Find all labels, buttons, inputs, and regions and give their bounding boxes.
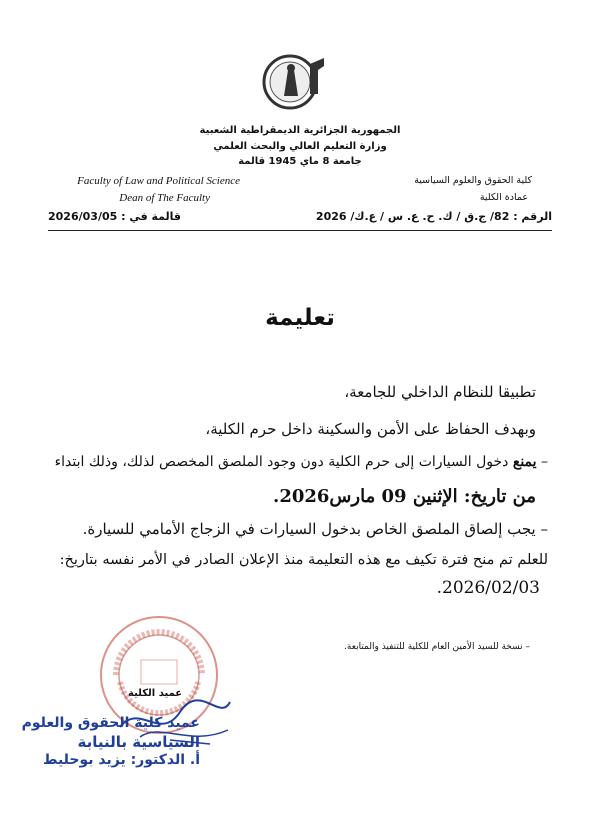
faculty-dean-ar: عمادة الكلية: [479, 192, 528, 203]
body-line-2: وبهدف الحفاظ على الأمن والسكينة داخل حرم الكلية،: [205, 420, 536, 438]
prohibit-word: يمنع: [512, 454, 537, 470]
reference-row: [48, 210, 552, 228]
faculty-name-ar: كلية الحقوق والعلوم السياسية: [414, 175, 532, 186]
university-logo-icon: [260, 48, 332, 120]
dash-bullet: –: [541, 454, 548, 470]
body-line-3: [48, 454, 548, 470]
dean-label: عميد الكلية: [128, 688, 183, 699]
stamp-title-line-1: عميد كلية الحقوق والعلوم: [21, 715, 200, 731]
body-line-1: تطبيقا للنظام الداخلي للجامعة،: [344, 383, 536, 401]
faculty-name-en: Faculty of Law and Political Science: [77, 175, 240, 187]
body-line-5: – يجب إلصاق الملصق الخاص بدخول السيارات في الزجاج الأمامي للسيارة.: [82, 520, 548, 538]
document-title: تعليمة: [265, 305, 335, 331]
reference-divider: [48, 230, 552, 231]
faculty-dean-en: Dean of The Faculty: [119, 192, 210, 204]
body-line-3-rest: دخول السيارات إلى حرم الكلية دون وجود الملصق المخصص لذلك، وذلك ابتداء: [54, 454, 509, 470]
header-republic: الجمهورية الجزائرية الديمقراطية الشعبية: [199, 125, 401, 136]
body-line-6: للعلم تم منح فترة تكيف مع هذه التعليمة منذ الإعلان الصادر في الأمر نفسه بتاريخ:: [59, 552, 548, 568]
signatory-name: أ. الدكتور: يزيد بوحليط: [42, 752, 200, 768]
body-line-7: 2026/02/03.: [436, 578, 540, 598]
body-line-4-date: من تاريخ: الإثنين 09 مارس2026.: [273, 486, 536, 507]
copy-note: – نسخة للسيد الأمين العام للكلية للتنفيذ والمتابعة.: [344, 642, 530, 652]
header-ministry: وزارة التعليم العالي والبحث العلمي: [213, 141, 387, 152]
stamp-title-line-2: السياسية بالنيابة: [77, 733, 200, 751]
header-university: جامعة 8 ماي 1945 قالمة: [238, 156, 362, 167]
reference-number: الرقم : 82/ ج.ق / ك. ح. ع. س / ع.ك/ 2026: [315, 210, 552, 223]
reference-date: قالمة في : 2026/03/05: [48, 210, 181, 223]
